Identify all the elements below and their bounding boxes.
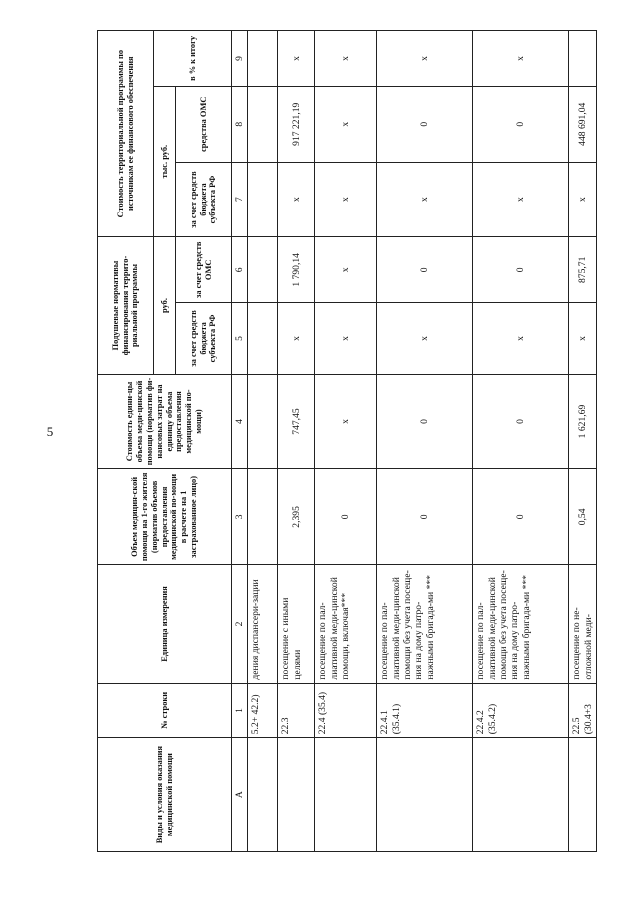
cell-norm-budget: х [473, 303, 569, 374]
cell-row-number: 22.4 (35.4) [315, 683, 377, 738]
cell-percent: х [473, 31, 569, 87]
cell-total-budget: х [315, 162, 377, 237]
header-norms-budget: за счет средств бюджета субъекта РФ [176, 303, 232, 374]
table-row [248, 31, 278, 852]
cell-total-oms: 0 [473, 86, 569, 162]
cell-norm-oms: х [315, 237, 377, 303]
header-program-cost: Стоимость территориальной программы по источникам ее финансового обеспечения [98, 31, 154, 237]
cell-volume: 0 [377, 469, 473, 565]
colnum: 6 [232, 237, 248, 303]
header-norms-oms: за счет средств ОМС [176, 237, 232, 303]
cell-care-type [278, 738, 315, 852]
table-row [278, 31, 315, 852]
cell-unit: дения диспансери-зации [248, 565, 278, 683]
cell-norm-oms: 875,71 [569, 237, 597, 303]
cell-total-budget: х [278, 162, 315, 237]
cell-norm-budget: х [377, 303, 473, 374]
cell-volume: 0 [473, 469, 569, 565]
colnum: 9 [232, 31, 248, 87]
cell-norm-oms [248, 237, 278, 303]
cell-care-type [248, 738, 278, 852]
cell-norm-oms: 0 [473, 237, 569, 303]
cell-total-oms: 917 221,19 [278, 86, 315, 162]
cell-norm-budget: х [278, 303, 315, 374]
colnum: А [232, 738, 248, 852]
cell-unit-cost: х [315, 374, 377, 469]
cell-row-number: 22.4.2 (35.4.2) [473, 683, 569, 738]
header-norms-unit: руб. [154, 237, 176, 374]
financing-table [97, 30, 597, 852]
cell-unit-cost: 0 [473, 374, 569, 469]
header-percent: в % к итогу [154, 31, 232, 87]
colnum: 8 [232, 86, 248, 162]
cell-total-budget: х [569, 162, 597, 237]
page-number: 5 [46, 424, 54, 439]
cell-unit: посещение по пал-лиативной меди-цинской помощи, включая*** [315, 565, 377, 683]
header-total-unit: тыс. руб. [154, 86, 176, 237]
column-numbers-row [232, 31, 248, 852]
table-row [315, 31, 377, 852]
cell-care-type [315, 738, 377, 852]
cell-unit-cost: 747,45 [278, 374, 315, 469]
cell-unit: посещение по не-отложной меди- [569, 565, 597, 683]
cell-norm-budget: х [569, 303, 597, 374]
cell-total-budget: х [377, 162, 473, 237]
cell-care-type [569, 738, 597, 852]
colnum: 5 [232, 303, 248, 374]
colnum: 4 [232, 374, 248, 469]
cell-volume: 0 [315, 469, 377, 565]
cell-volume: 0,54 [569, 469, 597, 565]
cell-norm-oms: 0 [377, 237, 473, 303]
cell-norm-budget [248, 303, 278, 374]
colnum: 7 [232, 162, 248, 237]
cell-percent: х [278, 31, 315, 87]
cell-percent: х [377, 31, 473, 87]
cell-row-number: 22.3 [278, 683, 315, 738]
cell-norm-oms: 1 790,14 [278, 237, 315, 303]
cell-unit-cost: 1 621,69 [569, 374, 597, 469]
header-unit: Единица измерения [98, 565, 232, 683]
colnum: 1 [232, 683, 248, 738]
header-care-type: Виды и условия оказания медицинской помощи [98, 738, 232, 852]
cell-total-budget: х [473, 162, 569, 237]
table-row [377, 31, 473, 852]
table-row [569, 31, 597, 852]
cell-total-oms: 448 691,04 [569, 86, 597, 162]
cell-care-type [473, 738, 569, 852]
header-per-capita-norms: Подушевые нормативы финансирования террито-риальной программы [98, 237, 154, 374]
cell-row-number: 22.5 (30.4+3 [569, 683, 597, 738]
cell-norm-budget: х [315, 303, 377, 374]
table-row [473, 31, 569, 852]
cell-unit-cost: 0 [377, 374, 473, 469]
header-total-oms: средства ОМС [176, 86, 232, 162]
cell-row-number: 22.4.1 (35.4.1) [377, 683, 473, 738]
cell-unit: посещение с иными целями [278, 565, 315, 683]
cell-unit: посещение по пал-лиативной меди-цинской помощи без учета посеще-ния на дому патро-нажными бригада-ми *** [473, 565, 569, 683]
header-total-budget: за счет средств бюджета субъекта РФ [176, 162, 232, 237]
cell-unit: посещение по пал-лиативной меди-цинской помощи без учета посеще-ния на дому патро-нажными бригада-ми *** [377, 565, 473, 683]
header-unit-cost: Стоимость едини-цы объема меди-цинской помощи (норматив фи-нансовых затрат на единицу объема предоставления медицинской по-мощи) [98, 374, 232, 469]
cell-volume [248, 469, 278, 565]
cell-unit-cost [248, 374, 278, 469]
cell-total-budget [248, 162, 278, 237]
cell-total-oms [248, 86, 278, 162]
colnum: 3 [232, 469, 248, 565]
header-row-number: № строки [98, 683, 232, 738]
cell-percent [569, 31, 597, 87]
cell-total-oms: х [315, 86, 377, 162]
colnum: 2 [232, 565, 248, 683]
cell-row-number: 5.2+ 42.2) [248, 683, 278, 738]
cell-total-oms: 0 [377, 86, 473, 162]
cell-volume: 2,395 [278, 469, 315, 565]
cell-percent [248, 31, 278, 87]
cell-care-type [377, 738, 473, 852]
header-volume: Объем медицин-ской помощи на 1-го жителя (норматив объемов предоставления медицинской по-мощи в расчете на 1 застрахованное лицо) [98, 469, 232, 565]
cell-percent: х [315, 31, 377, 87]
rotated-table-container [97, 30, 594, 852]
